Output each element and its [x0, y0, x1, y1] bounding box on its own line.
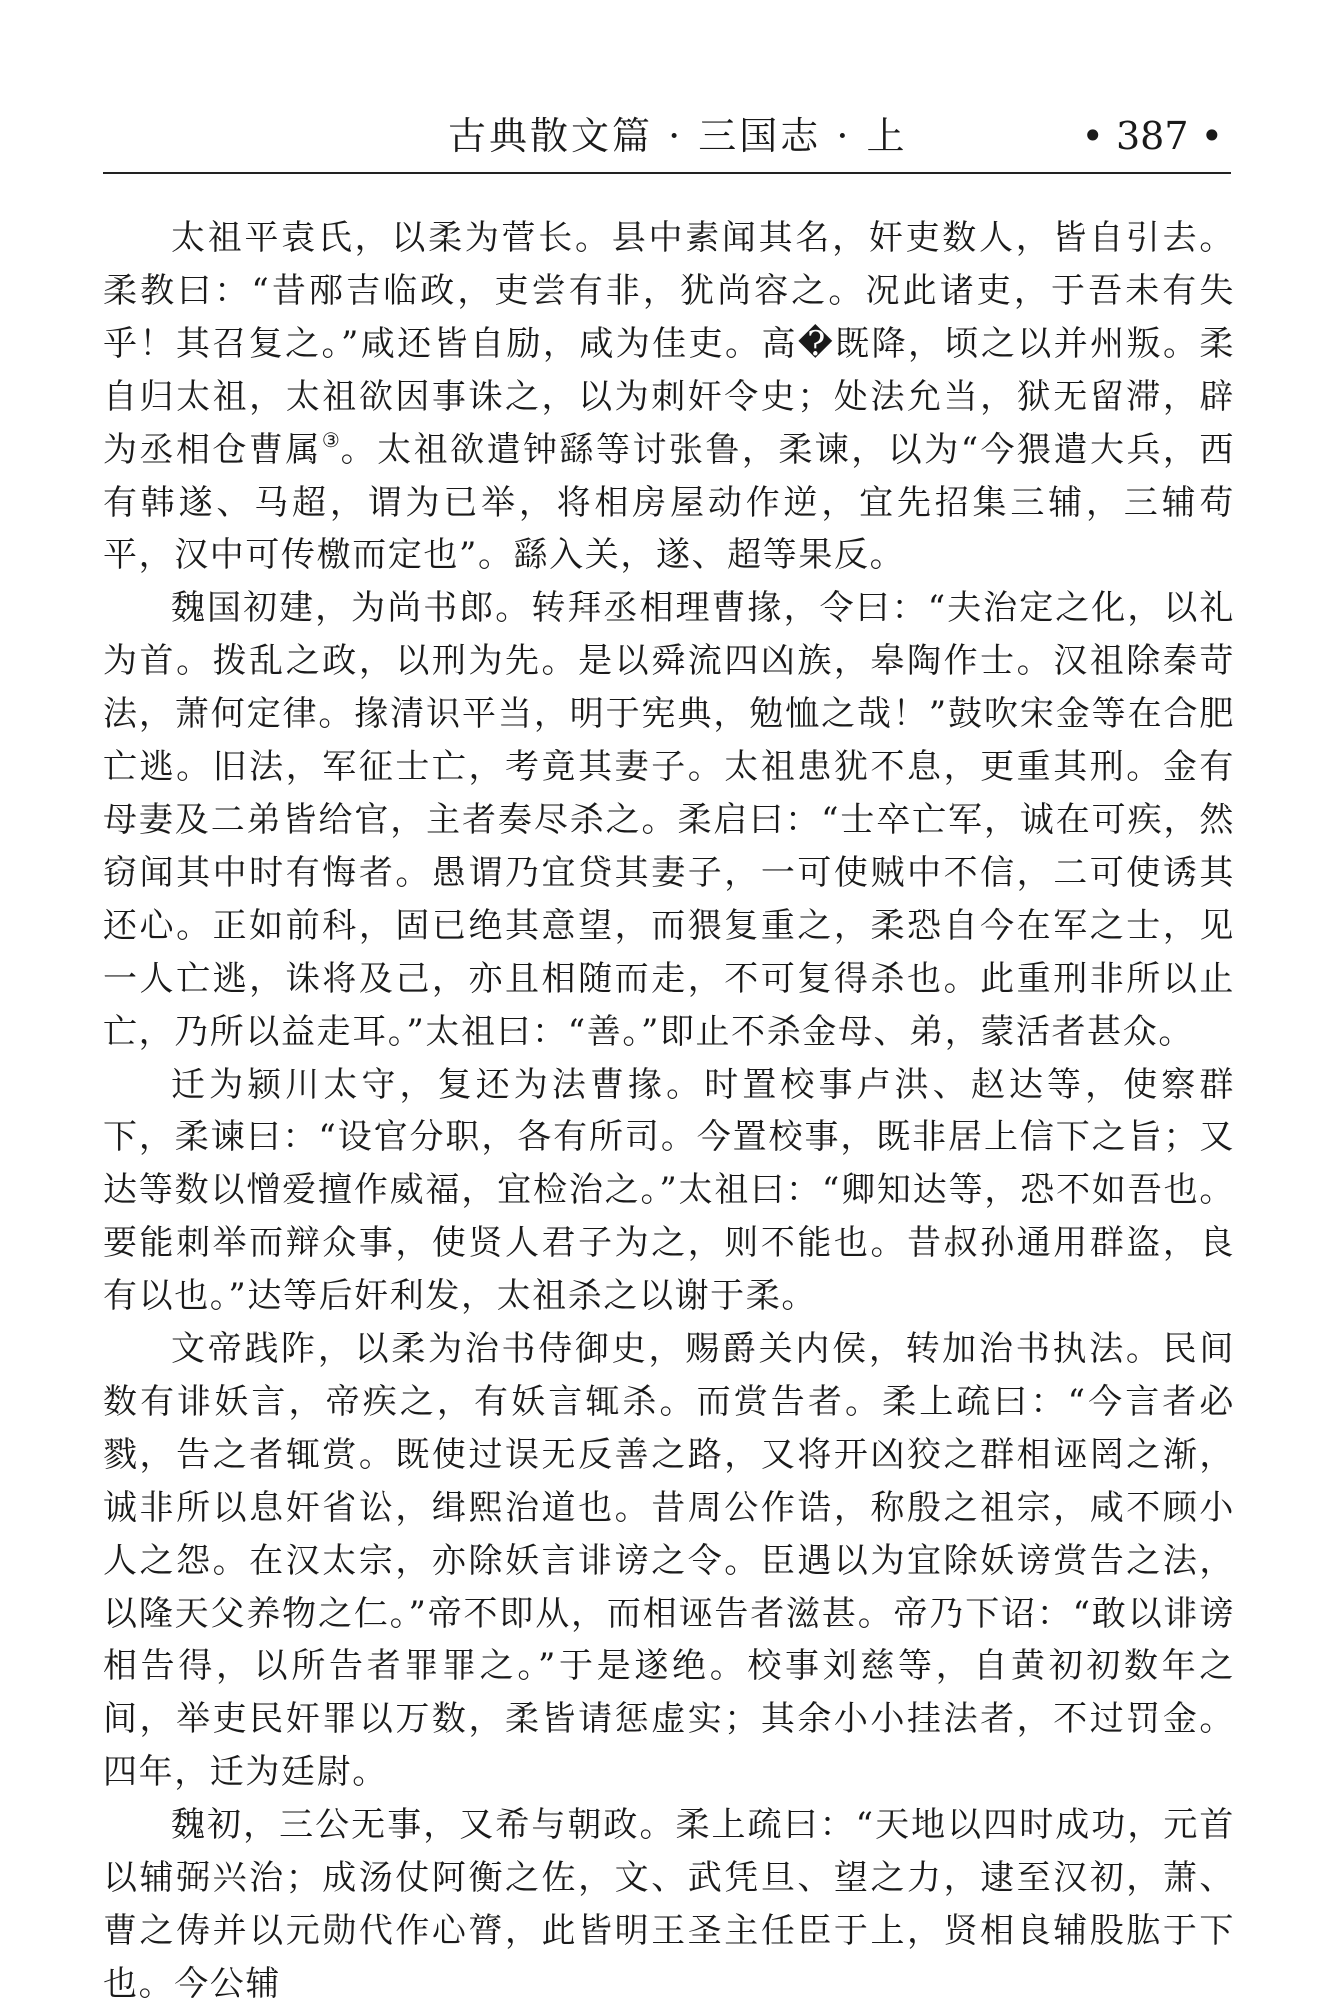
running-head	[103, 108, 1231, 172]
paragraph-1-text-b: 。太祖欲遣钟繇等讨张鲁，柔谏，以为“今猥遣大兵，西有韩遂、马超，谓为已举，将相房屋动作逆，宜先招集三辅，三辅苟平，汉中可传檄而定也”。繇入关，遂、超等果反。	[103, 429, 1235, 576]
footnote-marker: ③	[321, 427, 341, 452]
paragraph-3: 迁为颍川太守，复还为法曹掾。时置校事卢洪、赵达等，使察群下，柔谏曰：“设官分职，各有所司。今置校事，既非居上信下之旨；又达等数以憎爱擅作威福，宜检治之。”太祖曰：“卿知达等，恐不如吾也。要能刺举而辩众事，使贤人君子为之，则不能也。昔叔孙通用群盗，良有以也。”达等后奸利发，太祖杀之以谢于柔。	[103, 1064, 1235, 1317]
header-rule	[103, 172, 1231, 174]
body-text	[103, 212, 1235, 2011]
paragraph-4: 文帝践阼，以柔为治书侍御史，赐爵关内侯，转加治书执法。民间数有诽妖言，帝疾之，有妖言辄杀。而赏告者。柔上疏曰：“今言者必戮，告之者辄赏。既使过误无反善之路，又将开凶狡之群相诬罔之渐，诚非所以息奸省讼，缉熙治道也。昔周公作诰，称殷之祖宗，咸不顾小人之怨。在汉太宗，亦除妖言诽谤之令。臣遇以为宜除妖谤赏告之法，以隆天父养物之仁。”帝不即从，而相诬告者滋甚。帝乃下诏：“敢以诽谤相告得，以所告者罪罪之。”于是遂绝。校事刘慈等，自黄初初数年之间，举吏民奸罪以万数，柔皆请惩虚实；其余小小挂法者，不过罚金。四年，迁为廷尉。	[103, 1329, 1235, 1793]
paragraph-5: 魏初，三公无事，又希与朝政。柔上疏曰：“天地以四时成功，元首以辅弼兴治；成汤仗阿衡之佐，文、武凭旦、望之力，逮至汉初，萧、曹之俦并以元勋代作心膂，此皆明王圣主任臣于上，贤相良辅股肱于下也。今公辅	[103, 1805, 1235, 2004]
paragraph-1	[103, 212, 1235, 582]
running-title: 古典散文篇 · 三国志 · 上	[448, 114, 908, 158]
paragraph-2: 魏国初建，为尚书郎。转拜丞相理曹掾，令曰：“夫治定之化，以礼为首。拨乱之政，以刑为先。是以舜流四凶族，皋陶作士。汉祖除秦苛法，萧何定律。掾清识平当，明于宪典，勉恤之哉！”鼓吹宋金等在合肥亡逃。旧法，军征士亡，考竟其妻子。太祖患犹不息，更重其刑。金有母妻及二弟皆给官，主者奏尽杀之。柔启曰：“士卒亡军，诚在可疾，然窃闻其中时有悔者。愚谓乃宜贷其妻子，一可使贼中不信，二可使诱其还心。正如前科，固已绝其意望，而猥复重之，柔恐自今在军之士，见一人亡逃，诛将及己，亦且相随而走，不可复得杀也。此重刑非所以止亡，乃所以益走耳。”太祖曰：“善。”即止不杀金母、弟，蒙活者甚众。	[103, 588, 1235, 1052]
paragraph-1-text-a: 太祖平袁氏，以柔为菅长。县中素闻其名，奸吏数人，皆自引去。柔教曰：“昔邴吉临政，吏尝有非，犹尚容之。况此诸吏，于吾未有失乎！其召复之。”咸还皆自励，咸为佳吏。高�既降，顷之以并州叛。柔自归太祖，太祖欲因事诛之，以为刺奸令史；处法允当，狱无留滞，辟为丞相仓曹属	[103, 218, 1235, 470]
page-number: • 387 •	[1081, 114, 1223, 158]
